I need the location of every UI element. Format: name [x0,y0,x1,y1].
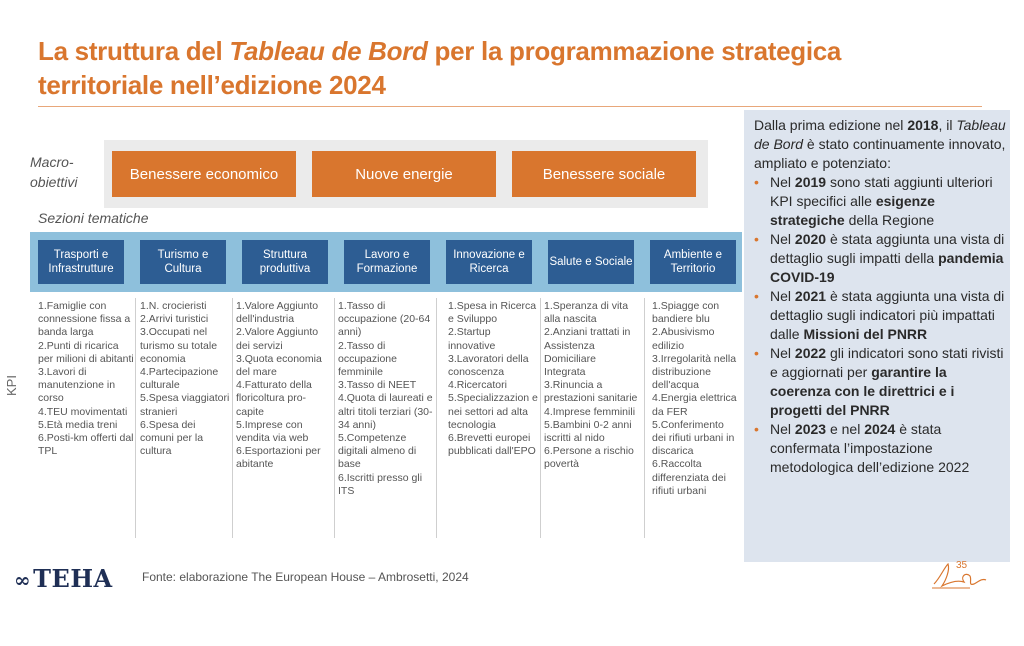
kpi-item: 1.Spiagge con bandiere blu [652,300,720,326]
kpi-item: 5.Bambini 0-2 anni iscritti al nido [544,418,632,445]
kpi-item: 2.Punti di ricarica per milioni di abitanti [38,339,134,365]
kpi-item: 4.Fatturato della floricoltura pro-capite [236,379,312,418]
kpi-item: 5.Spesa viaggiatori stranieri [140,392,230,418]
section-struttura-produttiva: Struttura produttiva [242,240,328,284]
slide-title [38,34,938,102]
kpi-item: 3.Lavori di manutenzione in corso [38,366,116,405]
kpi-item: 4.Partecipazione culturale [140,366,219,392]
kpi-item: 1.Famiglie con connessione fissa a banda larga [38,300,131,339]
emphasis-text: 2024 [864,421,896,437]
kpi-list-turismo [140,300,232,458]
kpi-item: 1.Valore Aggiunto dell'industria [236,300,319,326]
emphasis-text: esigenze strategiche [770,193,935,228]
emphasis-text: 2021 [794,288,827,304]
text-run: Nel [770,421,795,437]
column-divider [436,298,437,538]
text-run: Nel [770,231,795,247]
panel-bullet [754,230,1006,287]
kpi-list-trasporti [38,300,134,458]
macro-objectives-label: Macro-obiettivi [30,154,78,190]
macro-objective-nuove-energie: Nuove energie [312,151,496,197]
kpi-item: 3.Occupati nel turismo su totale economia [140,326,218,365]
edition-history-text [754,116,1006,477]
title-part1: La struttura del [38,36,230,66]
panel-bullet [754,420,1006,477]
bullet-icon: • [754,345,759,361]
kpi-item: 1.N. crocieristi [140,300,207,312]
text-run: , il [938,117,957,133]
kpi-item: 3.Quota economia del mare [236,352,322,379]
kpi-item: 2.Abusivismo edilizio [652,326,715,352]
kpi-item: 4.Imprese femminili [544,405,636,418]
text-run: è stata confermata l’impostazione metodologica dell’edizione 2022 [770,421,970,475]
macro-objective-benessere-economico: Benessere economico [112,151,296,197]
bullet-icon: • [754,421,759,437]
teha-logo [14,564,113,593]
kpi-item: 1.Speranza di vita alla nascita [544,300,629,326]
column-divider [232,298,233,538]
column-divider [334,298,335,538]
bullet-icon: • [754,288,759,304]
emphasis-text: 2018 [907,117,939,133]
kpi-item: 4.TEU movimentati [38,405,128,418]
sections-label: Sezioni tematiche [38,210,149,226]
kpi-list-innovazione [448,300,538,458]
kpi-item: 4.Energia elettrica da FER [652,392,737,418]
kpi-item: 2.Valore Aggiunto dei servizi [236,326,319,352]
emphasis-text: 2022 [794,345,827,361]
kpi-item: 3.Lavoratori della conoscenza [448,352,529,379]
text-run: sono stati aggiunti ulteriori KPI specifici alle [770,174,993,209]
section-salute: Salute e Sociale [548,240,634,284]
emphasis-text: Missioni del PNRR [803,326,928,342]
emphasis-text: 2023 [794,421,827,437]
kpi-label: KPI [4,375,19,396]
text-run: Nel [770,174,795,190]
kpi-list-ambiente [652,300,740,498]
kpi-item: 6.Spesa dei comuni per la cultura [140,418,204,458]
kpi-item: 6.Persone a rischio povertà [544,445,634,471]
kpi-item: 5.Imprese con vendita via web [236,418,309,445]
kpi-item: 5.Competenze digitali almeno di base [338,432,417,471]
text-run: è stata aggiunta una vista di dettaglio sugli indicatori più impattati dalle [770,288,1005,342]
kpi-item: 5.Conferimento dei rifiuti urbani in discarica [652,418,735,458]
panel-bullet [754,344,1006,420]
section-ambiente: Ambiente e Territorio [650,240,736,284]
emphasis-text: garantire la coerenza con le direttrici e i progetti del PNRR [770,364,955,418]
kpi-list-salute [544,300,640,472]
panel-bullet [754,173,1006,230]
title-emphasis: Tableau de Bord [229,36,428,66]
text-run: è stato continuamente innovato, ampliato e potenziato: [754,136,1006,171]
text-run: Nel [770,345,795,361]
kpi-item: 2.Arrivi turistici [140,313,209,326]
logo-mark-icon: ∞ [14,568,32,592]
text-run: Dalla prima edizione nel [754,117,908,133]
title-divider [38,106,982,107]
kpi-item: 6.Esportazioni per abitante [236,445,321,471]
kpi-item: 2.Anziani trattati in Assistenza Domiciliare Integrata [544,326,631,379]
emphasis-text: 2020 [794,231,827,247]
macro-objective-benessere-sociale: Benessere sociale [512,151,696,197]
kpi-list-struttura-produttiva [236,300,334,472]
kpi-item: 3.Rinuncia a prestazioni sanitarie [544,379,638,405]
section-trasporti: Trasporti e Infrastrutture [38,240,124,284]
panel-bullet [754,287,1006,344]
kpi-item: 5.Età media treni [38,418,118,431]
column-divider [644,298,645,538]
kpi-item: 6.Iscritti presso gli ITS [338,471,423,497]
logo-text: TEHA [33,564,113,593]
bullet-icon: • [754,174,759,190]
bullet-icon: • [754,231,759,247]
section-innovazione: Innovazione e Ricerca [446,240,532,284]
emphasis-text: 2019 [794,174,827,190]
panel-bullet-list [754,173,1006,477]
text-run: della Regione [844,212,935,228]
kpi-list-lavoro [338,300,434,498]
kpi-item: 6.Posti-km offerti dal TPL [38,432,134,458]
text-run: gli indicatori sono stati rivisti e aggiornati per [770,345,1004,380]
kpi-item: 2.Startup innovative [448,326,496,352]
page-number: 35 [956,560,968,571]
kpi-item: 1.Tasso di occupazione (20-64 anni) [338,300,431,339]
kpi-item: 4.Quota di laureati e altri titoli terziari (30-34 anni) [338,392,433,431]
kpi-item: 2.Tasso di occupazione femminile [338,339,397,379]
source-note: Fonte: elaborazione The European House – Ambrosetti, 2024 [142,570,469,584]
panel-intro [754,116,1006,173]
text-run: è stata aggiunta una vista di dettaglio sugli impatti della [770,231,1005,266]
kpi-item: 1.Spesa in Ricerca e Sviluppo [448,300,537,326]
kpi-item: 4.Ricercatori [448,379,507,392]
kpi-item: 3.Irregolarità nella distribuzione dell'acqua [652,352,737,392]
kpi-item: 3.Tasso di NEET [338,379,417,392]
text-run: Tableau de Bord [754,117,1006,152]
text-run: Nel [770,288,795,304]
kpi-item: 5.Specializzazion e nei settori ad alta tecnologia [448,392,538,431]
column-divider [135,298,136,538]
emphasis-text: pandemia COVID-19 [770,250,1004,285]
title-part2: per la programmazione strategica territoriale nell’edizione 2024 [38,36,842,100]
kpi-item: 6.Brevetti europei pubblicati dall'EPO [448,432,536,458]
kpi-item: 6.Raccolta differenziata dei rifiuti urbani [652,458,726,497]
section-lavoro: Lavoro e Formazione [344,240,430,284]
text-run: e nel [826,421,865,437]
column-divider [540,298,541,538]
section-turismo: Turismo e Cultura [140,240,226,284]
